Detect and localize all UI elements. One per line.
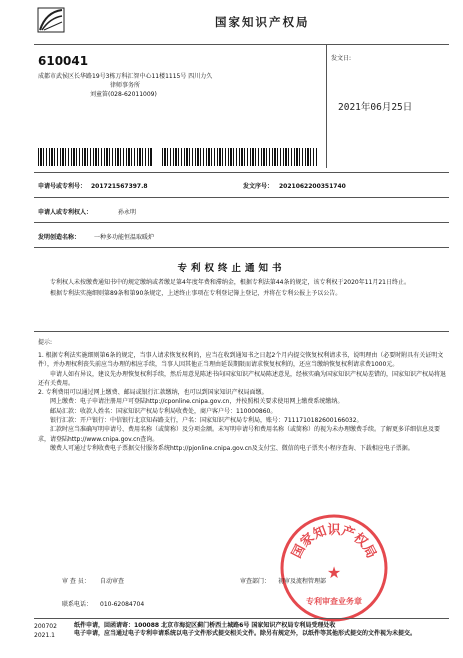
tip-1: 1. 根据专利法实施细则第6条的规定，当事人请求恢复权利的，应当在收到通知书之日起2个月内提交恢复权利请求书，说明理由（必要时附具有关证明文件），并办理权利丧失前应当办理的相应手续，当事人因其他正当理由延误期限而请求恢复权利的，还应当缴纳恢复权利请求费1000元。 bbox=[38, 352, 444, 369]
header bbox=[0, 0, 463, 48]
address-line-2: 律师事务所 bbox=[110, 82, 141, 89]
address-contact: 刘童笛(028-62011009) bbox=[90, 91, 157, 98]
examiner: 自动审查 bbox=[100, 578, 125, 585]
address-block bbox=[38, 54, 323, 99]
footer-note-2: 电子申请，应当通过电子专利申请系统以电子文件形式提交相关文件。除另有规定外，以纸件等其他形式提交的文件视为未提交。 bbox=[74, 630, 417, 638]
footer-notes bbox=[74, 622, 450, 639]
notice-paragraph-2: 根据专利法实施细则第89条和第90条规定，上述终止事项在专利登记簿上登记，并将在专利公报上予以公告。 bbox=[50, 289, 342, 297]
tip-2-remittance-note: 汇款时应当准确写明申请号、费用名称（或简称）及分项金额。未写明申请号和费用名称（或简称）的视为未办理缴费手续。了解更多详细信息及要求，请登陆http://www.cnipa.gov.cn查询。 bbox=[38, 426, 441, 443]
phone-label: 联系电话： bbox=[62, 601, 93, 608]
barcode-middle bbox=[162, 148, 317, 166]
handwritten-issue-date: 2021年06月25日 bbox=[338, 102, 413, 113]
invention-label: 发明创造名称： bbox=[38, 234, 81, 241]
app-no: 201721567397.8 bbox=[91, 183, 148, 190]
seal-top-text: 国家知识产权局 bbox=[289, 523, 379, 561]
form-code-2: 2021.1 bbox=[34, 632, 55, 639]
notice-title: 专利权终止通知书 bbox=[177, 263, 286, 274]
tip-2-e-receipt: 缴费人可通过专利收费电子票据交付服务系统http://pjonline.cnipa.gov.cn及支付宝、微信的电子票夹小程序查询、下载相应电子票据。 bbox=[50, 444, 414, 452]
dept-label: 审查部门： bbox=[240, 578, 271, 585]
applicant-label: 申请人或专利权人： bbox=[38, 209, 93, 216]
tip-1-note: 申请人如有异议，建议先办理恢复权利手续，然后用意见陈述书向国家知识产权局陈述意见，经核实确为国家知识产权局差错的，国家知识产权局将退还有关费用。 bbox=[38, 370, 447, 387]
tip-2-post: 邮局汇款：收款人姓名：国家知识产权局专利局收费处，商户客户号：110000860。 bbox=[50, 407, 277, 415]
tips-section bbox=[38, 338, 446, 453]
form-code-1: 200702 bbox=[34, 623, 57, 630]
issue-date-label: 发文日: bbox=[331, 55, 352, 62]
invention: 一种多功能恒温取暖炉 bbox=[94, 234, 155, 241]
doc-serial-label: 发文序号： bbox=[243, 183, 274, 190]
tip-2: 2. 专利费用可以通过网上缴费、邮局或银行汇款缴纳，也可以到国家知识产权局面缴。 bbox=[38, 389, 268, 397]
tips-heading: 提示: bbox=[38, 339, 53, 346]
notice-paragraph-1: 专利权人未按缴费通知书中的规定缴纳或者缴足第4年度年费和滞纳金，根据专利法第44条的规定，该专利权于2020年11月21日终止。 bbox=[50, 279, 410, 286]
doc-serial: 2021062200351740 bbox=[279, 183, 346, 190]
applicant: 孙永明 bbox=[118, 209, 137, 216]
svg-text:★: ★ bbox=[326, 563, 342, 582]
examiner-label: 审 查 员： bbox=[62, 578, 90, 585]
cnipa-logo-icon bbox=[36, 6, 66, 34]
tip-2-bank: 银行汇款：开户银行：中信银行北京知春路支行，户名：国家知识产权局专利局，账号：7111710182600166032。 bbox=[50, 417, 363, 425]
dept: 初审及流程管理部 bbox=[278, 578, 327, 585]
official-seal-icon bbox=[278, 512, 390, 624]
notice-body bbox=[38, 278, 446, 299]
footer-note-1: 纸件申请，回函请寄：100088 北京市海淀区蓟门桥西土城路6号 国家知识产权局专利局受理处收 bbox=[74, 622, 336, 629]
seal-bottom-text: 专利审查业务章 bbox=[306, 597, 362, 606]
phone: 010-62084704 bbox=[100, 601, 145, 608]
postcode: 610041 bbox=[38, 54, 89, 68]
office-name: 国家知识产权局 bbox=[215, 15, 310, 29]
app-no-label: 申请号或专利号： bbox=[38, 183, 87, 190]
form-code bbox=[34, 622, 57, 640]
tip-2-online: 网上缴费：电子申请注册用户可登陆http://cponline.cnipa.gov.cn，并按照相关要求使用网上缴费系统缴纳。 bbox=[50, 398, 344, 406]
address-line-1: 成都市武侯区长华路19号3栋万科汇智中心11楼1115号 四川力久 bbox=[38, 73, 213, 80]
barcode-left bbox=[38, 148, 153, 166]
